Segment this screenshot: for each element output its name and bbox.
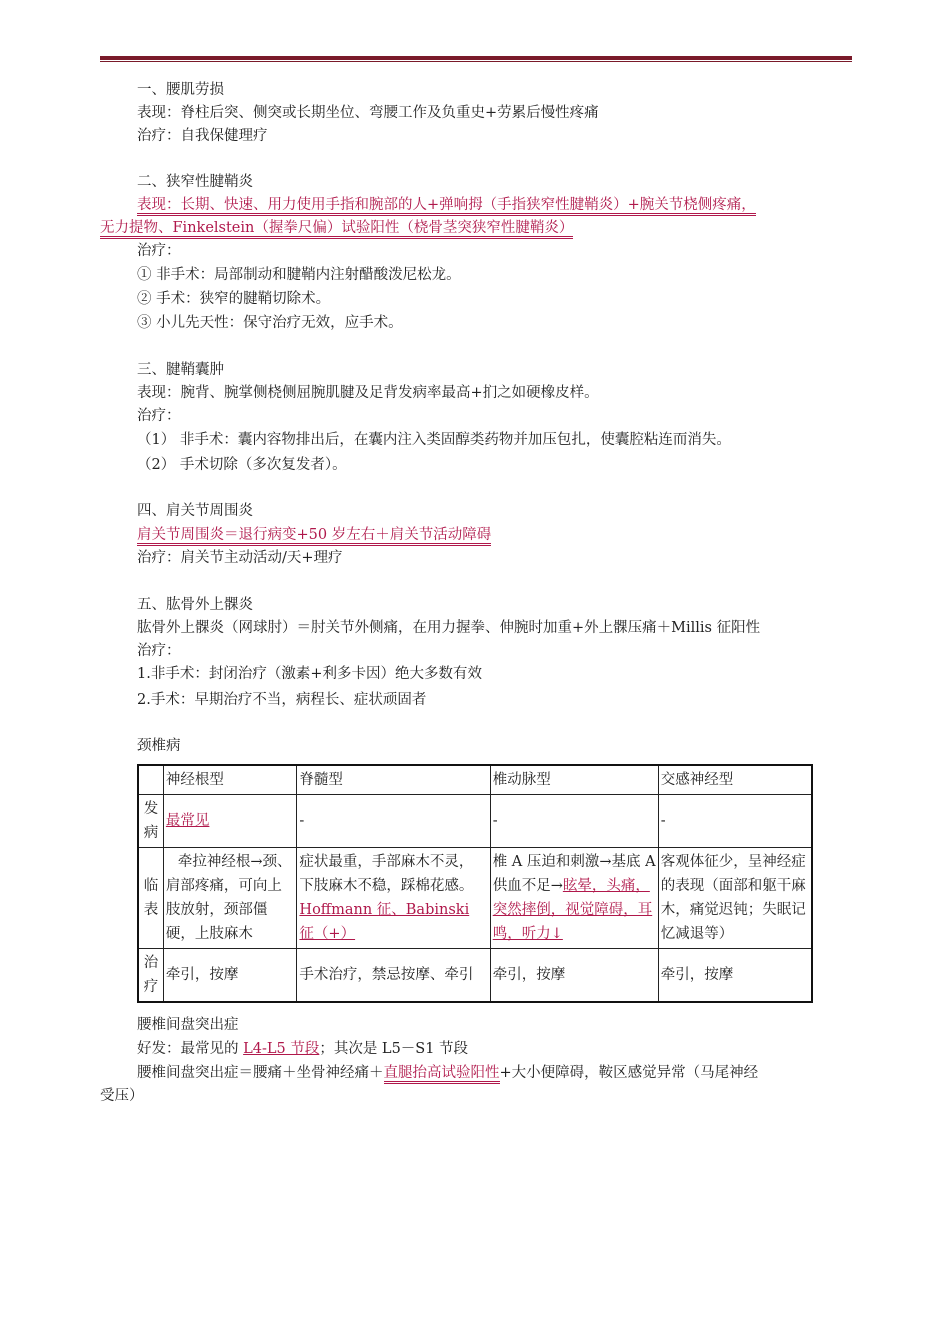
treatment-label: 治疗： <box>137 243 181 259</box>
highlight-segment: 直腿抬高试验阳性 <box>384 1065 500 1084</box>
section-title: 二、狭窄性腱鞘炎 <box>137 174 253 190</box>
diagnosis-formula <box>137 1062 758 1084</box>
table-header-cell: 神经根型 <box>163 765 297 795</box>
table-cell: 牵引，按摩 <box>490 949 658 1003</box>
section-title: 五、肱骨外上髁炎 <box>137 597 253 613</box>
section-title: 腰椎间盘突出症 <box>137 1017 239 1033</box>
table-row <box>138 848 812 949</box>
table-cell-highlight: Hoffmann 征、Babinski 征（+） <box>299 902 470 942</box>
row-label: 临表 <box>138 848 163 949</box>
diagnosis-formula-cont: 受压） <box>100 1088 144 1104</box>
text-fragment: 腰椎间盘突出症＝腰痛＋坐骨神经痛＋ <box>137 1065 384 1081</box>
table-header-row <box>138 765 812 795</box>
predilection-text <box>137 1038 468 1060</box>
table-cell-highlight: 最常见 <box>165 813 210 829</box>
treatment-text: 治疗：肩关节主动活动/天+理疗 <box>137 550 343 566</box>
table-cell: - <box>658 795 812 848</box>
section-title: 颈椎病 <box>137 738 181 754</box>
header-rule-thin <box>100 61 852 62</box>
treatment-label: 治疗： <box>137 643 181 659</box>
table-cell: - <box>490 795 658 848</box>
table-cell <box>490 848 658 949</box>
text-fragment: 好发：最常见的 <box>137 1041 244 1057</box>
table-cell-highlight: 眩晕，头痛，突然摔倒，视觉障碍，耳鸣，听力↓ <box>492 878 653 942</box>
table-row <box>138 949 812 1003</box>
symptom-text: 表现：脊柱后突、侧突或长期坐位、弯腰工作及负重史+劳累后慢性疼痛 <box>137 105 599 121</box>
section-title: 一、腰肌劳损 <box>137 82 224 98</box>
table-cell-text: 椎 A 压迫和刺激→基底 A 供血不足→ <box>492 854 656 894</box>
highlight-segment: L4-L5 节段 <box>243 1041 320 1057</box>
table-cell: 牵引，按摩 <box>658 949 812 1003</box>
table-cell-text: 症状最重，手部麻木不灵，下肢麻木不稳，踩棉花感。 <box>299 854 474 894</box>
cervical-spondylosis-table <box>137 764 813 1003</box>
table-header-cell: 脊髓型 <box>297 765 490 795</box>
treatment-item: 2.手术：早期治疗不当，病程长、症状顽固者 <box>137 692 427 708</box>
treatment-item: （1） 非手术：囊内容物排出后，在囊内注入类固醇类药物并加压包扎，使囊腔粘连而消失。 <box>137 432 731 448</box>
row-label: 治疗 <box>138 949 163 1003</box>
text-fragment: ；其次是 L5－S1 节段 <box>319 1041 469 1057</box>
table-cell: 客观体征少，呈神经症的表现（面部和躯干麻木，痛觉迟钝；失眠记忆减退等） <box>658 848 812 949</box>
treatment-item: ① 非手术：局部制动和腱鞘内注射醋酸泼尼松龙。 <box>137 267 461 283</box>
treatment-item: ② 手术：狭窄的腱鞘切除术。 <box>137 291 331 307</box>
treatment-item: （2） 手术切除（多次复发者）。 <box>137 457 347 473</box>
table-cell: 牵拉神经根→颈、肩部疼痛，可向上肢放射，颈部僵硬，上肢麻木 <box>163 848 297 949</box>
treatment-text: 治疗：自我保健理疗 <box>137 128 268 144</box>
section-title: 三、腱鞘囊肿 <box>137 362 224 378</box>
table-row <box>138 795 812 848</box>
row-label: 发病 <box>138 795 163 848</box>
section-title: 四、肩关节周围炎 <box>137 503 253 519</box>
table-header-cell <box>138 765 163 795</box>
highlight-symptom: 肩关节周围炎＝退行病变+50 岁左右＋肩关节活动障碍 <box>137 527 491 546</box>
table-cell <box>297 848 490 949</box>
text-fragment: +大小便障碍，鞍区感觉异常（马尾神经 <box>499 1065 759 1081</box>
treatment-label: 治疗： <box>137 408 181 424</box>
table-cell: - <box>297 795 490 848</box>
table-cell: 牵引，按摩 <box>163 949 297 1003</box>
header-rule <box>100 56 852 60</box>
table-header-cell: 交感神经型 <box>658 765 812 795</box>
treatment-item: 1.非手术：封闭治疗（激素+利多卡因）绝大多数有效 <box>137 666 482 682</box>
table-header-cell: 椎动脉型 <box>490 765 658 795</box>
highlight-symptom-line2: 无力提物、Finkelstein（握拳尺偏）试验阳性（桡骨茎突狭窄性腱鞘炎） <box>100 220 573 239</box>
symptom-text: 肱骨外上髁炎（网球肘）＝肘关节外侧痛，在用力握拳、伸腕时加重+外上髁压痛＋Millis 征阳性 <box>137 620 761 636</box>
table-cell: 手术治疗，禁忌按摩、牵引 <box>297 949 490 1003</box>
highlight-symptom-line1: 表现：长期、快速、用力使用手指和腕部的人+弹响拇（手指狭窄性腱鞘炎）+腕关节桡侧疼痛， <box>137 197 756 216</box>
symptom-text: 表现：腕背、腕掌侧桡侧屈腕肌腱及足背发病率最高+扪之如硬橡皮样。 <box>137 385 599 401</box>
treatment-item: ③ 小儿先天性：保守治疗无效，应手术。 <box>137 315 403 331</box>
